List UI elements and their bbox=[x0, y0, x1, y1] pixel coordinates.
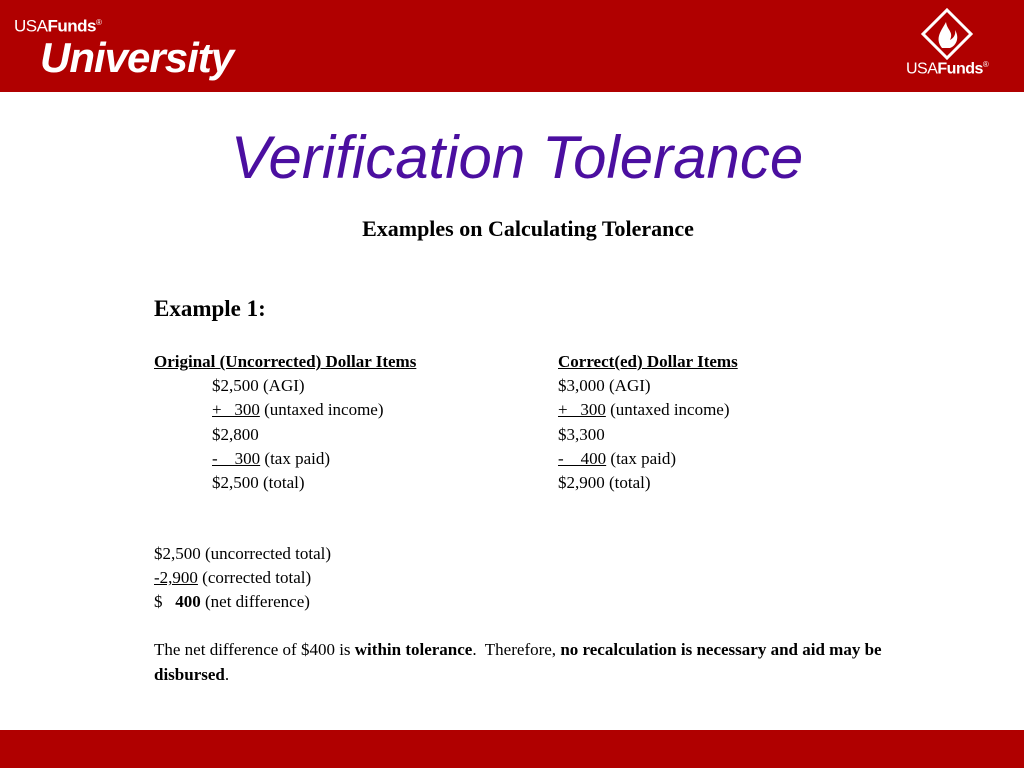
original-items-column bbox=[154, 350, 416, 495]
footer-banner bbox=[0, 730, 1024, 768]
original-subtotal: $2,800 bbox=[212, 424, 259, 444]
net-difference-line: $ 400 (net difference) bbox=[154, 592, 310, 612]
net-difference-calculation bbox=[154, 542, 331, 615]
usafunds-university-logo bbox=[14, 14, 233, 80]
corrected-subtotal: $3,300 bbox=[558, 424, 605, 444]
original-agi: $2,500 (AGI) bbox=[212, 376, 305, 396]
example-label: Example 1: bbox=[154, 296, 266, 321]
corrected-total-line: -2,900 (corrected total) bbox=[154, 568, 312, 588]
usafunds-wordmark-right: USAFunds® bbox=[906, 60, 989, 78]
usafunds-wordmark: USAFunds® bbox=[14, 16, 102, 36]
original-untaxed-income: + 300 (untaxed income) bbox=[212, 400, 384, 420]
corrected-items-column bbox=[558, 350, 738, 495]
header-banner bbox=[0, 0, 1024, 92]
corrected-untaxed-income: + 300 (untaxed income) bbox=[558, 400, 730, 420]
flame-diamond-icon bbox=[920, 8, 974, 60]
corrected-agi: $3,000 (AGI) bbox=[558, 376, 651, 396]
conclusion-paragraph: The net difference of $400 is within tolerance. Therefore, no recalculation is necessary and aid may be disbursed. bbox=[154, 640, 882, 684]
corrected-total: $2,900 (total) bbox=[558, 473, 651, 493]
original-items-header: Original (Uncorrected) Dollar Items bbox=[154, 352, 417, 371]
university-wordmark: University bbox=[40, 33, 234, 81]
uncorrected-total-line: $2,500 (uncorrected total) bbox=[154, 544, 332, 563]
original-total: $2,500 (total) bbox=[212, 473, 305, 493]
usafunds-logo bbox=[902, 8, 992, 84]
page-title: Verification Tolerance bbox=[230, 124, 804, 191]
original-tax-paid: - 300 (tax paid) bbox=[212, 448, 331, 468]
corrected-items-header: Correct(ed) Dollar Items bbox=[558, 352, 738, 371]
page-subtitle: Examples on Calculating Tolerance bbox=[362, 216, 694, 241]
corrected-tax-paid: - 400 (tax paid) bbox=[558, 448, 677, 468]
